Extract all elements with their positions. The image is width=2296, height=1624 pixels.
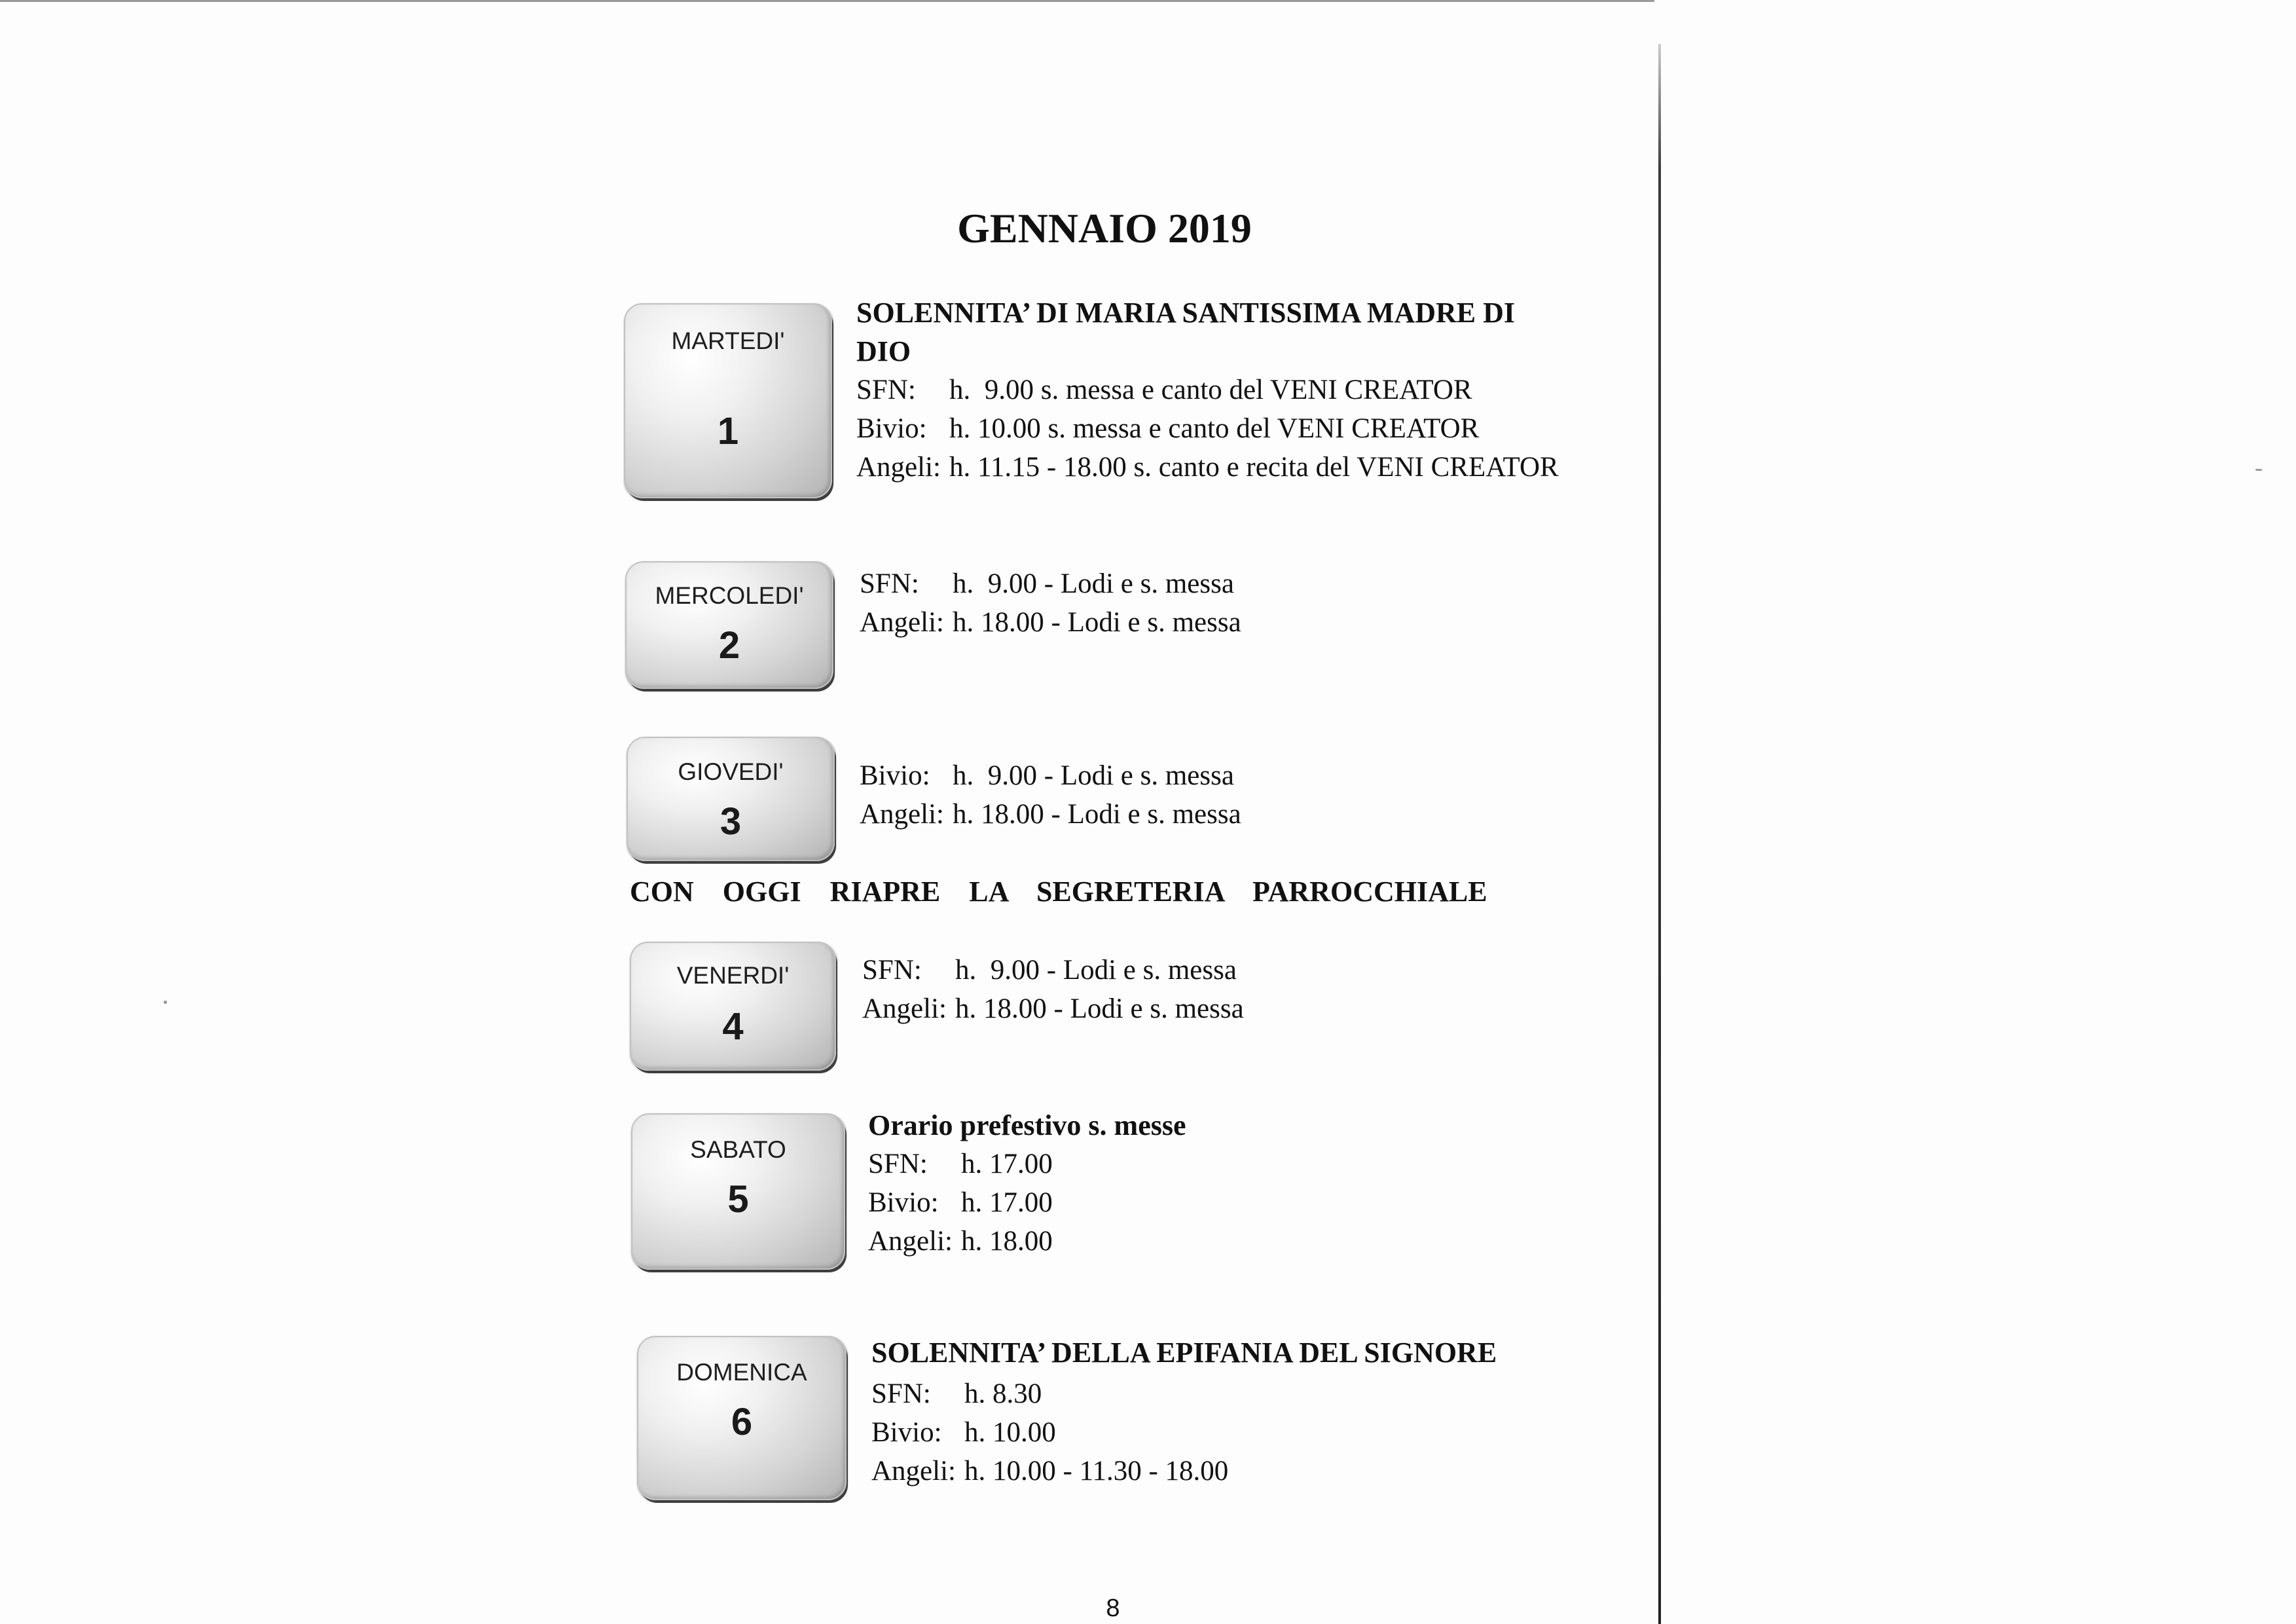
place-label: Angeli: [860, 607, 944, 638]
schedule-detail: h. 18.00 - Lodi e s. messa [953, 799, 1241, 830]
day-number: 3 [720, 800, 742, 843]
schedule-line [871, 1413, 1497, 1452]
schedule-line [860, 756, 1241, 795]
schedule-line [871, 1452, 1497, 1490]
place-label: Angeli: [862, 993, 947, 1024]
place-label: SFN: [868, 1149, 928, 1179]
schedule-detail: h. 9.00 - Lodi e s. messa [953, 760, 1234, 791]
day-box-5 [631, 1113, 845, 1270]
day-number: 5 [727, 1178, 749, 1221]
schedule-line [856, 371, 1559, 409]
day-heading: SOLENNITA’ DI MARIA SANTISSIMA MADRE DI [856, 297, 1516, 329]
day-weekday: GIOVEDI' [678, 758, 784, 785]
page-number: 8 [1106, 1595, 1120, 1622]
schedule-line [860, 795, 1241, 834]
schedule-detail: h. 17.00 [961, 1187, 1053, 1218]
schedule-line [856, 409, 1559, 448]
day-number: 1 [717, 410, 739, 452]
schedule-detail: h. 18.00 - Lodi e s. messa [955, 993, 1244, 1024]
schedule-line [860, 564, 1241, 603]
place-label: Angeli: [860, 799, 944, 830]
day-2-schedule [860, 564, 1241, 642]
day-weekday: MERCOLEDI' [655, 582, 804, 609]
day-4-schedule [862, 951, 1244, 1028]
place-label: SFN: [862, 955, 922, 986]
scan-speck [2255, 469, 2262, 471]
schedule-line [868, 1222, 1186, 1261]
day-5-schedule [868, 1106, 1186, 1261]
day-1-schedule [856, 293, 1559, 487]
day-heading: Orario prefestivo s. messe [868, 1109, 1186, 1141]
day-weekday: VENERDI' [676, 962, 790, 989]
page-title: GENNAIO 2019 [957, 205, 1252, 251]
place-label: SFN: [856, 375, 916, 405]
schedule-line [862, 989, 1244, 1028]
schedule-detail: h. 10.00 - 11.30 - 18.00 [964, 1456, 1229, 1486]
day-heading: SOLENNITA’ DELLA EPIFANIA DEL SIGNORE [871, 1337, 1497, 1369]
schedule-line [862, 951, 1244, 989]
day-box-3 [627, 737, 835, 861]
place-label: Bivio: [871, 1417, 942, 1448]
scan-right-edge-line [1658, 44, 1661, 1624]
schedule-detail: h. 18.00 - Lodi e s. messa [953, 607, 1241, 638]
schedule-detail: h. 11.15 - 18.00 s. canto e recita del VENI CREATOR [949, 452, 1559, 483]
place-label: SFN: [860, 568, 919, 599]
day-number: 6 [731, 1401, 753, 1443]
day-number: 4 [722, 1005, 744, 1048]
day-weekday: SABATO [690, 1136, 786, 1163]
day-box-1 [624, 303, 832, 498]
office-reopening-notice: CON OGGI RIAPRE LA SEGRETERIA PARROCCHIALE [630, 876, 1487, 908]
schedule-detail: h. 18.00 [961, 1226, 1053, 1257]
schedule-line [868, 1183, 1186, 1222]
schedule-detail: h. 9.00 - Lodi e s. messa [955, 955, 1237, 986]
schedule-detail: h. 17.00 [961, 1149, 1053, 1179]
place-label: Angeli: [871, 1456, 956, 1486]
place-label: Angeli: [868, 1226, 953, 1257]
day-6-schedule [871, 1333, 1497, 1490]
day-number: 2 [718, 624, 740, 667]
day-box-4 [630, 942, 836, 1071]
day-weekday: MARTEDI' [671, 327, 785, 354]
schedule-line [860, 603, 1241, 642]
day-box-2 [625, 561, 833, 689]
schedule-detail: h. 9.00 - Lodi e s. messa [953, 568, 1234, 599]
day-box-6 [637, 1336, 847, 1500]
schedule-line [868, 1145, 1186, 1183]
place-label: SFN: [871, 1378, 931, 1409]
schedule-detail: h. 8.30 [964, 1378, 1042, 1409]
day-weekday: DOMENICA [676, 1359, 807, 1386]
place-label: Bivio: [856, 413, 927, 444]
schedule-line [871, 1375, 1497, 1413]
schedule-detail: h. 9.00 s. messa e canto del VENI CREATOR [949, 375, 1472, 405]
place-label: Bivio: [860, 760, 930, 791]
day-heading: DIO [856, 335, 911, 367]
schedule-detail: h. 10.00 [964, 1417, 1056, 1448]
schedule-line [856, 448, 1559, 487]
schedule-detail: h. 10.00 s. messa e canto del VENI CREATOR [949, 413, 1480, 444]
place-label: Bivio: [868, 1187, 939, 1218]
scan-top-edge-line [0, 0, 1654, 2]
day-3-schedule [860, 756, 1241, 834]
place-label: Angeli: [856, 452, 941, 483]
scan-speck [164, 1001, 167, 1004]
